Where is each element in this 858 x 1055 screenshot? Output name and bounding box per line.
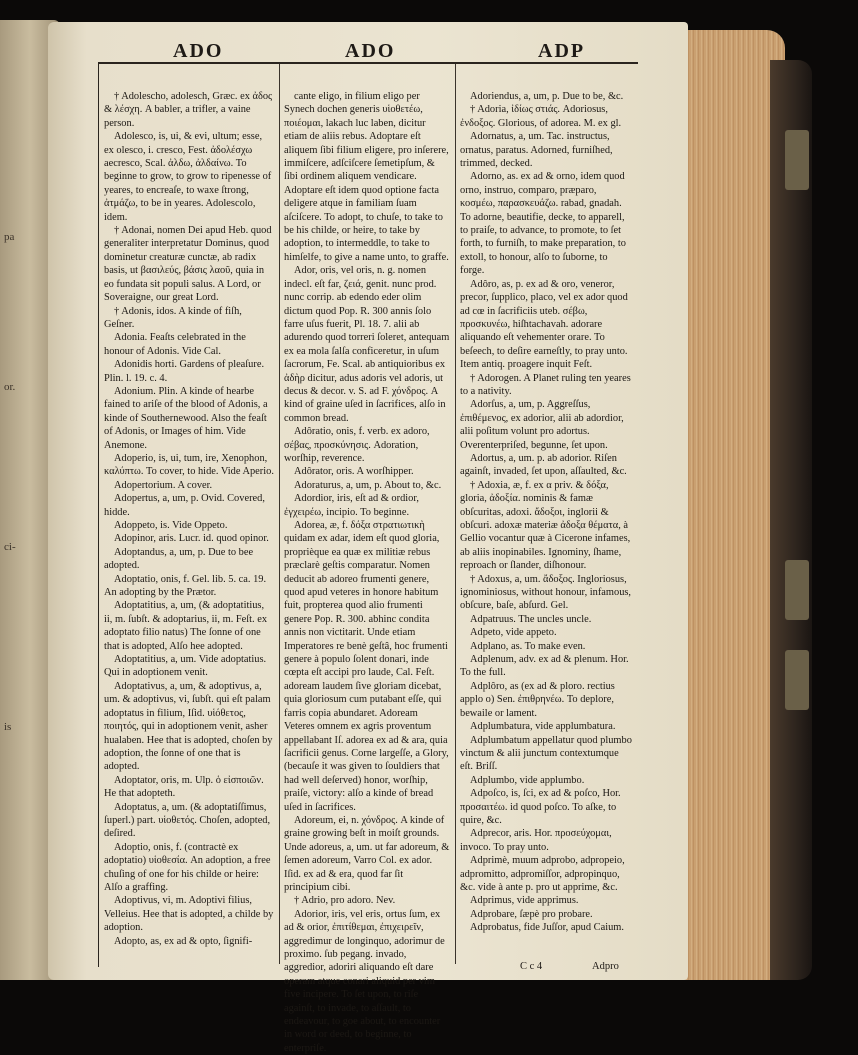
entry: Adpeto, vide appeto. (470, 627, 557, 639)
entry: cante eligo, in filium eligo per Synech dochen generis υἱοθετέω, ποιέομαι, lakach luc laben, dicitur etiam de aliis rebus. Adoptare eſt aliquem ſibi filium eligere, pro inſerere, immiſcere, adſciſcere ſemetipſum, & ſibi ordinem aliquem vendicare. Adoptare eſt idem quod optione facta deligere atque in familiam ſuam aſciſcere. To adopt, to chuſe, to take to be his childe, or heire, to take by adoption, to intermeddle, to take to himſelfe, to give a name unto, to graffe. (284, 91, 449, 263)
entry: Adprobatus, fide Juſſor, apud Caium. (470, 922, 624, 934)
entry: Adorſus, a, um, p. Aggreſſus, ἐπιθέμενος, ex adorior, alii ab adordior, alii poſitum volunt pro adortus. Overenterpriſed, begunne, ſet upon. (460, 399, 624, 451)
entry: † Adonis, idos. A kinde of fiſh, Geſner. (104, 305, 242, 330)
signature-mark: C c 4 (520, 961, 543, 972)
entry: † Adoxia, æ, f. ex α priv. & δόξα, gloria, ἀδοξία. nominis & famæ obſcuritas, adoxi. ἄδοξοι, inglorii & obſcuri. adoxæ materiæ ἀδοξα θέματα, à Gellio vocantur quæ à Cicerone infames, ab aliis inopinabiles. Ignominy, ſhame, reproach or ſlander, diſhonour. (460, 479, 631, 572)
entry: Adorno, as. ex ad & orno, idem quod orno, instruo, comparo, præparo, κοσμέω, παρασκευάζω. rabad, gnadah. To adorne, beautifie, decke, to apparell, to praiſe, to advance, to promote, to ſet forth, to furniſh, to make preparation, to extoll, to honour, alſo to ſuborne, to forge. (460, 171, 626, 277)
entry: Adordior, iris, eſt ad & ordior, ἐγχειρέω, incipio. To beginne. (284, 493, 419, 518)
running-header (98, 36, 638, 64)
entry: † Adolescho, adolesch, Græc. ex ἀδος & λέσχη. A babler, a trifler, a vaine person. (104, 91, 273, 129)
entry: Adprecor, aris. Hor. προσεύχομαι, invoco. To pray unto. (460, 828, 612, 853)
left-page-fragment: ci- (4, 541, 16, 553)
entry: Adonium. Plin. A kinde of hearbe fained to ariſe of the blood of Adonis, a kinde of Southernewood. Also the feaſt of Adonis, or Images of him. Vide Anemone. (104, 385, 268, 451)
clasp-top (785, 130, 809, 190)
entry: Adoptivus, vi, m. Adoptivi filius, Velleius. Hee that is adopted, a childe by adoption. (104, 895, 274, 934)
entry: Adprimus, vide apprimus. (470, 895, 579, 907)
entry: Adôratio, onis, f. verb. ex adoro, σέβας, προσκύνησις. Adoration, worſhip, reverence. (284, 426, 430, 464)
column-2 (284, 90, 450, 1054)
clasp-middle (785, 560, 809, 620)
entry: Adoperio, is, ui, tum, ire, Xenophon, καλύπτω. To cover, to hide. Vide Aperio. (104, 452, 274, 478)
entry: Adopertus, a, um, p. Ovid. Covered, hidde. (104, 493, 265, 518)
entry: Adoptio, onis, f. (contractè ex adoptatio) υἱοθεσία. An adoption, a free chuſing of one for his childe or heire: Alſo a graffing. (104, 841, 271, 893)
header-right: ADP (538, 40, 586, 62)
column-rule (455, 64, 456, 964)
entry: Adopinor, aris. Lucr. id. quod opinor. (114, 533, 269, 545)
entry: Adorea, æ, f. δόξα στρατιωτικὴ quidam ex adar, idem eſt quod gloria, proprièque ea quæ ex militiæ rebus præclarè geſtis comparatur. Nomen deducit ab adoreo frumenti genere, quod apud veteres in honore habitum fuit, propterea quod alio frumenti genere Pop. R. 300. abhinc condita annis non victitarit. Unde etiam Imperatores re benè geſtâ, hoc frumenti genere à populo ſolent donari, inde cœpta eſt accipi pro laude, Cal. Feſt. adoream laudem ſive gloriam dicebat, quia gloriosum cum putabant eſſe, qui farris copia abundaret. Adoream Veteres omnem ex agris proventum appellabant Iſ. adorea ex ad & ara, quia ſacrificii genus. Corne largeſſe, a Glory, (becauſe it was given to ſouldiers that had well deſerved) honor, worſhip, praiſe, victory: alſo a kinde of bread uſed in ſacrifices. (284, 520, 449, 813)
entry: † Adoxus, a, um. ἄδοξος. Ingloriosus, ignominiosus, without honour, infamous, obſcure, baſe, abſurd. Gel. (460, 573, 632, 612)
entry: Ador, oris, vel oris, n. g. nomen indecl. eſt far, ζειά, genit. nunc prod. nunc corrip. ab edendo eder olim dictum quod Pop. R. 300 annis ſolo farre uſus fuerit, Pl. 18. 7. alii ab adurendo quod torreri ſoleret, antequam ex ea mola ſalſa conficeretur, in uſum ſacrorum, Fe. Scal. ab antiquioribus ex ἀδὴρ dicitur, adus adoris vel adoris, ut decus & decor. v. S. ad F. χόνδρος. A kind of graine uſed in ſacrifices, alſo in common bread. (284, 265, 450, 424)
entry: † Adonai, nomen Dei apud Heb. quod generaliter interpretatur Dominus, quod dominetur creaturæ cunctæ, ab radix basis, ut βασιλεύς, βάσις λαοῦ, quia in eo fundata sit populi salus. A Lord, or Soveraigne, our great Lord. (104, 225, 272, 304)
entry: Adoraturus, a, um, p. About to, &c. (294, 479, 442, 491)
entry: Adoptatus, a, um. (& adoptatiſſimus, ſuperl.) part. υἱοθετός. Choſen, adopted, deſired. (104, 801, 271, 840)
entry: Adopertorium. A cover. (114, 479, 213, 491)
entry: Adoppeto, is. Vide Oppeto. (114, 520, 228, 531)
entry: Adplôro, as (ex ad & ploro. rectius applo o) Sen. ἐπιθρηνέω. To deplore, bewaile or lament. (460, 680, 615, 719)
entry: Adoptatitius, a, um. Vide adoptatius. Qui in adoptionem venit. (104, 654, 267, 679)
entry: Adortus, a, um. p. ab adorior. Riſen againſt, invaded, ſet upon, aſſaulted, &c. (460, 452, 627, 478)
entry: Adoptator, oris, m. Ulp. ὁ εἰσποιῶν. He that adopteth. (104, 774, 264, 800)
entry: Adprobare, ſæpè pro probare. (470, 908, 593, 920)
entry: Adoptatitius, a, um, (& adoptatitius, ii, m. ſubſt. & adoptarius, ii, m. Feſt. ex adoptato filio natus) The ſonne of one that is adopted, Alſo hee adopted. (104, 600, 268, 652)
header-rule (98, 62, 638, 64)
column-3 (460, 90, 634, 958)
entry: Adoriendus, a, um, p. Due to be, &c. (470, 91, 624, 102)
entry: Adpoſco, is, ſci, ex ad & poſco, Hor. προσαιτέω. id quod poſco. To aſke, to quire, &c. (460, 788, 621, 826)
book-cover (770, 60, 812, 980)
entry: Adonidis horti. Gardens of pleaſure. Plin. l. 19. c. 4. (104, 359, 265, 384)
entry: Adplumbatum appellatur quod plumbo vinctum & alii junctum contextumque eſt. Briſſ. (460, 734, 632, 773)
entry: Adoreum, ei, n. χόνδρος. A kinde of graine growing beſt in moiſt grounds. Unde adoreus, a, um. ut far adoreum, & ſemen adoreum, Varro Col. ex ador. Iſid. ex ad & era, quod far ſit principium cibi. (284, 814, 450, 893)
header-left: ADO (173, 40, 224, 62)
entry: Adoptatio, onis, f. Gel. lib. 5. ca. 19. An adopting by the Prætor. (104, 573, 267, 599)
column-rule (279, 64, 280, 964)
entry: Adprimè, muum adprobo, adpropeio, adpromitto, adpromiſſor, adpropinquo, &c. vide à ante p. pro ut apprime, &c. (460, 855, 625, 893)
entry: Adolesco, is, ui, & evi, ultum; esse, ex olesco, i. cresco, Fest. ἀδολέσχω aecresco, Scal. ἀλδω, ἀλδαίνω. To beginne to grow, to grow to ripenesse of yeares, to encreaſe, to waxe ſtrong, ἀτμάζω, to be in yeares. Adolescolo, idem. (104, 131, 272, 223)
column-1 (104, 90, 274, 958)
catchword: Adpro (592, 961, 619, 972)
entry: Adôrator, oris. A worſhipper. (294, 466, 414, 478)
entry: Adplano, as. To make even. (470, 640, 586, 652)
entry: Adornatus, a, um. Tac. instructus, ornatus, paratus. Adorned, furniſhed, trimmed, decked. (460, 131, 613, 170)
entry: Adorior, iris, vel eris, ortus ſum, ex ad & orior, ἐπιτίθεμαι, ἐπιχειρεῖν, aggredimur de longinquo, adorimur de proximo. ſub pegang. invado, aggredior, adoriri aliquando eſt dare operam atque conari aliquid per vim five incipere. To ſet upon, to riſe againſt, to invade, to aſſault, to endeavour, to goe about, to encounter in word or deed, to beginne, to enterpriſe. (284, 908, 445, 1054)
clasp-lower (785, 650, 809, 710)
entry: Adpatruus. The uncles uncle. (470, 613, 592, 625)
entry: Adplenum, adv. ex ad & plenum. Hor. To the full. (460, 654, 629, 679)
entry: Adplumbatura, vide applumbatura. (470, 721, 616, 733)
left-page-fragment: or. (4, 381, 16, 393)
entry: Adplumbo, vide applumbo. (470, 774, 585, 786)
entry: Adoptativus, a, um, & adoptivus, a, um. & adoptivus, vi, ſubſt. qui eſt palam adoptatus in filium, Iſid. υἱόθετος, ποιητός, qui in adoptionem venit, asher hualaben. Hee that is adopted, choſen by adoption, the ſonne of one that is adopted. (104, 680, 273, 773)
left-page-fragment: is (4, 721, 12, 733)
entry: † Adorogen. A Planet ruling ten yeares to a nativity. (460, 372, 631, 397)
entry: † Adrio, pro adoro. Nev. (294, 895, 396, 907)
left-rule (98, 62, 99, 967)
entry: Adonia. Feaſts celebrated in the honour of Adonis. Vide Cal. (104, 332, 246, 357)
left-page-fragment: pa (4, 231, 15, 243)
entry: † Adoria, ἰδίως στιάς. Adoriosus, ἐνδοξος. Glorious, of adorea. M. ex gl. (460, 104, 622, 129)
entry: Adopto, as, ex ad & opto, ſignifi- (114, 935, 253, 947)
entry: Adôro, as, p. ex ad & oro, veneror, precor, ſupplico, placo, vel ex ador quod ad cœ in ſacrificiis uteb. σέβω, προσκυνέω, hiſhtachavah. adorare aliquando eſt vehementer orare. To beſeech, to deſire earneſtly, to pray unto. Item antiq. proagere inquit Feſt. (460, 278, 628, 371)
header-center: ADO (345, 40, 396, 62)
entry: Adoptandus, a, um, p. Due to bee adopted. (104, 546, 254, 572)
